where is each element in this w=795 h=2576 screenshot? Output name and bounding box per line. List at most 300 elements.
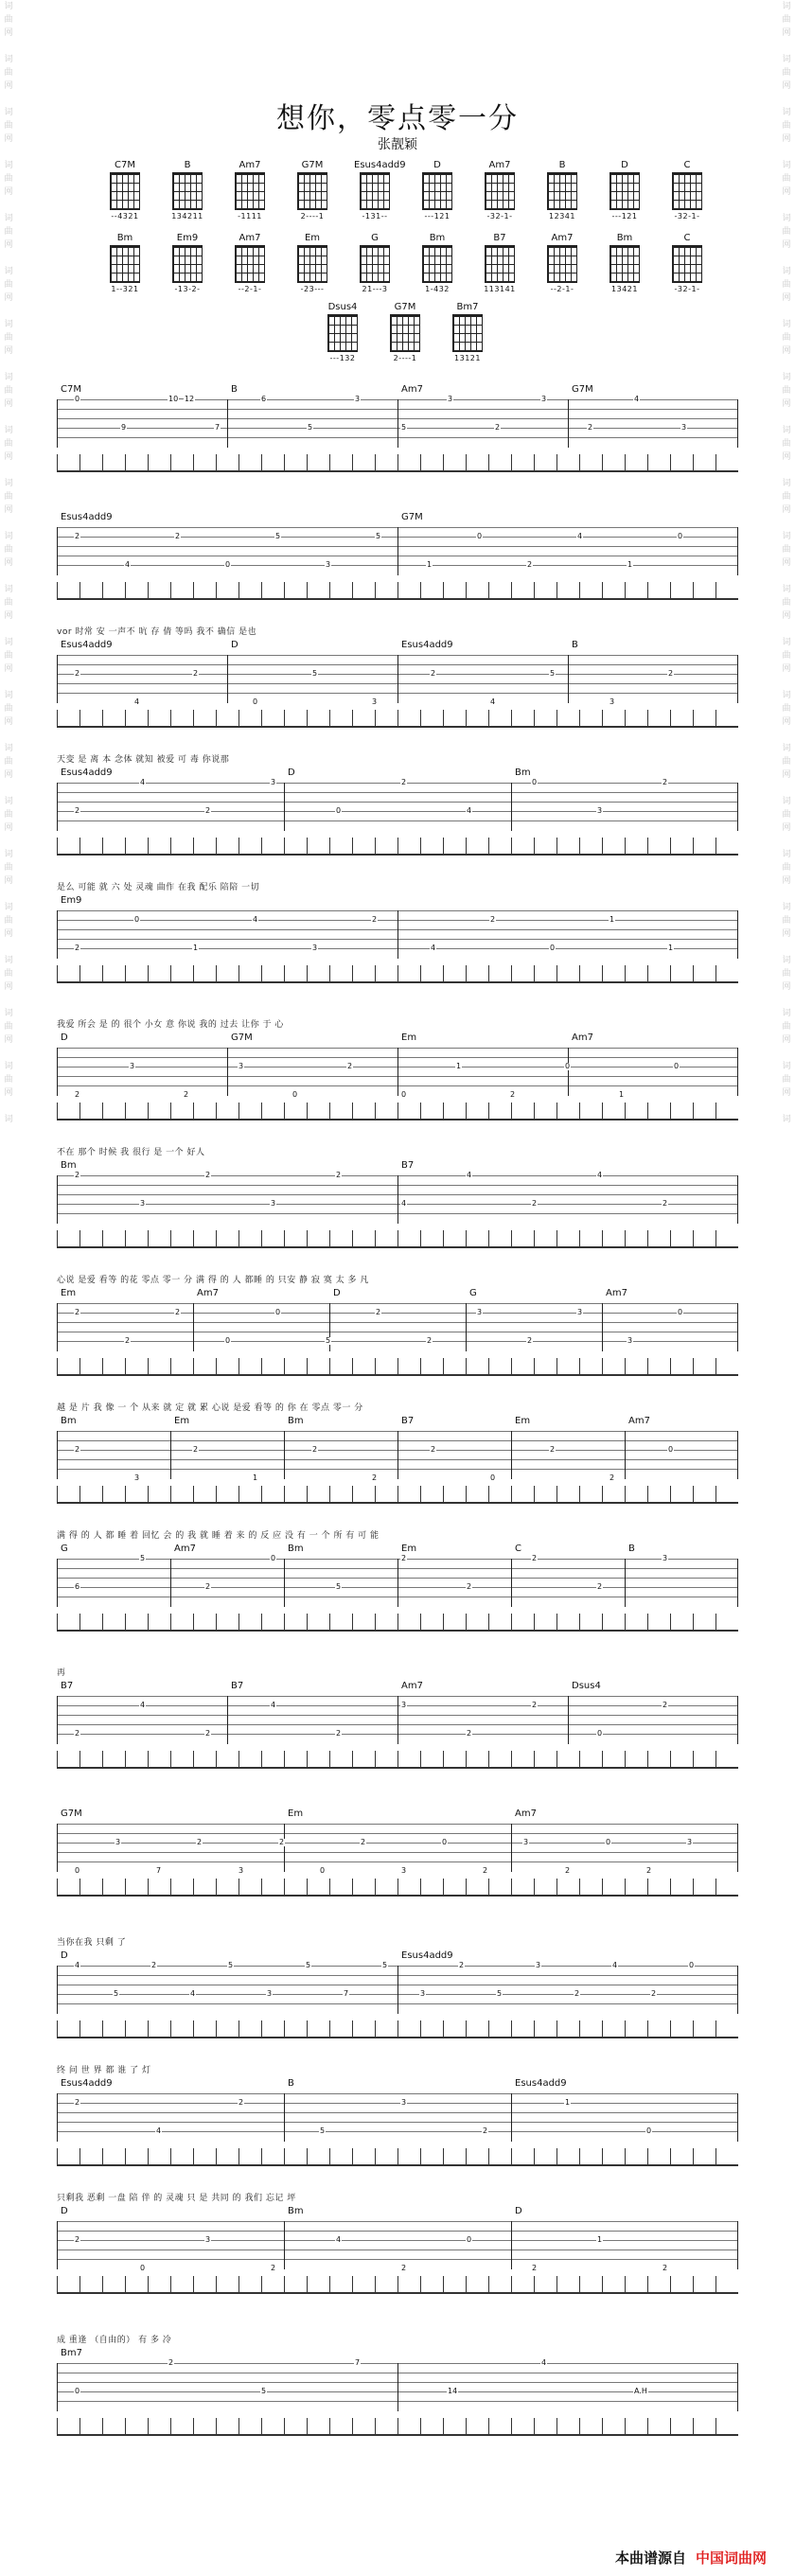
lyric-line: 是么 可能 就 六 处 灵魂 曲作 在我 配乐 陪陪 一切 [57,883,260,892]
chord-name: Bm [116,233,133,243]
fretboard-grid [172,245,203,283]
chord-label: Esus4add9 [61,2078,113,2089]
tab-system [57,880,738,994]
fretboard-grid [297,245,327,283]
fretboard-grid [452,314,483,352]
rhythm-beam [57,981,738,983]
fret-number: 4 [577,532,583,540]
fret-number: 2 [175,532,181,540]
fret-number: 5 [114,1989,119,1998]
bar-line [737,1303,738,1351]
chord-name: Am7 [488,160,511,170]
fret-number: 2 [336,1729,342,1738]
rhythm-stems [57,582,738,599]
fret-number: 2 [347,1062,353,1070]
bar-line [193,1303,194,1351]
fret-number: 3 [238,1062,244,1070]
fretboard-grid [672,172,702,210]
bar-line [568,1696,569,1744]
bar-line [284,1431,285,1479]
fret-number: 2 [75,1445,80,1454]
chord-label: Am7 [174,1544,196,1554]
chord-label: Em [288,1808,304,1819]
chord-label: B7 [231,1681,244,1691]
fret-number: 7 [355,2358,361,2367]
fret-number: 1 [193,944,199,952]
lyric-line: 再 [57,1668,66,1678]
rhythm-beam [57,1374,738,1376]
fret-number: 2 [668,669,674,678]
fret-number: 2 [401,778,407,786]
fretboard-grid [172,172,203,210]
fret-number: 5 [261,2387,267,2395]
fret-number: 2 [197,1838,203,1846]
chord-label: D [61,1950,68,1961]
chord-label: G7M [231,1032,253,1043]
fingering: -32-1- [486,212,513,221]
fret-number: 0 [467,2235,472,2244]
fret-number: 1 [427,560,433,569]
chord-label: B [288,2078,294,2089]
fret-number: 4 [634,395,640,403]
chord-label: Bm [61,1416,77,1426]
chord-diagram-am7 [229,159,271,221]
lyric-line: 终 问 世 界 都 谁 了 灯 [57,2066,151,2075]
fret-number: 2 [372,1473,378,1482]
lyric-line [57,1793,738,1807]
rhythm-stems [57,454,738,471]
chord-diagram-bm [104,232,146,293]
fret-number: 0 [225,560,231,569]
fret-number: 2 [271,2264,276,2272]
fretboard-grid [110,172,140,210]
fret-number: 3 [420,1989,426,1998]
fret-number: 2 [75,1308,80,1316]
fret-number: 2 [75,2235,80,2244]
bar-line [737,1966,738,2014]
bar-line [227,1696,228,1744]
chord-label: Esus4add9 [61,640,113,650]
fingering: -131-- [362,212,388,221]
fret-number: 2 [205,1171,211,1179]
chord-name: C [683,233,691,243]
bar-line [737,783,738,831]
fret-number: 2 [193,1445,199,1454]
bar-line [625,1559,626,1607]
chord-name: B [184,160,191,170]
chord-name: Em [304,233,321,243]
fret-number: 1 [565,2098,571,2107]
fingering: ---121 [424,212,450,221]
fingering: 113141 [484,285,516,293]
rhythm-stems [57,2276,738,2293]
bar-line [57,1824,58,1872]
fingering: 1--321 [111,285,139,293]
fret-number: 4 [156,2126,162,2135]
bar-line [511,783,512,831]
fret-number: 2 [184,1090,189,1099]
chord-label: B [628,1544,635,1554]
fretboard-grid [235,172,265,210]
fret-number: 3 [610,697,615,706]
fret-number: 2 [588,423,593,432]
bar-line [511,1559,512,1607]
fingering: 13421 [611,285,638,293]
rhythm-beam [57,1246,738,1248]
fret-number: 4 [125,560,131,569]
fret-number: 2 [75,944,80,952]
bar-line [568,399,569,448]
lyric-line: 我爱 所会 是 的 很个 小女 意 你说 我的 过去 让你 于 心 [57,1020,284,1030]
rhythm-stems [57,1358,738,1375]
chord-label: Esus4add9 [515,2078,567,2089]
chord-label: Am7 [197,1288,219,1298]
fret-number: 4 [467,806,472,815]
fret-number: 5 [326,1336,331,1345]
fretboard-grid [422,245,452,283]
chord-diagram-b [167,159,208,221]
fret-number: 4 [134,697,140,706]
fretboard-grid [485,172,515,210]
chord-name: Bm7 [456,302,479,312]
chord-diagram-am7 [479,159,521,221]
rhythm-beam [57,1895,738,1897]
fret-number: 2 [125,1336,131,1345]
fret-number: 2 [550,1445,556,1454]
fret-number: 0 [606,1838,611,1846]
fret-number: 0 [75,395,80,403]
rhythm-stems [57,1103,738,1120]
bar-line [57,399,58,448]
fretboard-grid [390,314,420,352]
fret-number: 2 [490,915,496,924]
bar-line [466,1303,467,1351]
fret-number: 2 [336,1171,342,1179]
fingering: -13-2- [174,285,201,293]
bar-line [737,1431,738,1479]
fret-number: 3 [662,1554,668,1562]
chord-label: Bm [288,1416,304,1426]
fret-number: 4 [271,1701,276,1709]
fret-number: 7 [215,423,221,432]
lyric-line: vor 时常 安 一声不 吭 存 倩 等吗 我不 确信 是也 [57,627,257,637]
tab-system [57,1401,738,1514]
fret-number: 10~12 [168,395,195,403]
lyric-line: 只剩我 恶剩 一盘 陪 伴 的 灵魂 只 是 共同 的 我们 忘记 坪 [57,2194,296,2203]
chord-label: Em9 [61,895,82,906]
fingering: 2----1 [393,354,417,362]
chord-name: Bm [616,233,633,243]
fretboard-grid [235,245,265,283]
fret-number: 2 [495,423,501,432]
fingering: ---121 [611,212,638,221]
chord-diagram-c7m [104,159,146,221]
fret-number: 3 [205,2235,211,2244]
bar-line [737,2363,738,2411]
tab-staff [57,1048,738,1099]
artist-name: 张靓颖 [378,137,417,152]
rhythm-beam [57,470,738,472]
chord-label: G7M [401,512,423,522]
bar-line [625,1431,626,1479]
fret-number: 2 [376,1308,381,1316]
tab-system [57,1145,738,1259]
rhythm-stems [57,1751,738,1768]
chord-name: G7M [394,302,416,312]
chord-label: Dsus4 [572,1681,601,1691]
fingering: -32-1- [674,285,700,293]
fret-number: 2 [238,2098,244,2107]
chord-label: C7M [61,384,81,395]
fret-number: 5 [376,532,381,540]
chord-diagram-g [354,232,396,293]
bar-line [511,2093,512,2142]
bar-line [737,2221,738,2269]
chord-name: B7 [493,233,506,243]
fret-number: 3 [271,778,276,786]
lyric-line: 心说 是爱 看等 的花 零点 零一 分 满 得 的 人 都睡 的 只安 静 寂 寞 太 多 凡 [57,1276,369,1285]
fret-number: 3 [267,1989,273,1998]
fret-number: 2 [459,1961,465,1969]
fret-number: 7 [156,1866,162,1875]
fret-number: 5 [275,532,281,540]
fret-number: 3 [238,1866,244,1875]
fret-number: 2 [532,1554,538,1562]
fret-number: 3 [477,1308,483,1316]
rhythm-stems [57,1486,738,1503]
tab-staff [57,2221,738,2272]
chord-diagram-c [666,232,708,293]
rhythm-stems [57,965,738,982]
chord-label: Am7 [572,1032,593,1043]
fret-number: 5 [228,1961,234,1969]
chord-label: Bm7 [61,2348,82,2358]
tab-system [57,2191,738,2304]
fingering: 134211 [171,212,203,221]
fret-number: 4 [140,1701,146,1709]
chord-label: Esus4add9 [401,1950,453,1961]
tab-staff [57,655,738,706]
rhythm-beam [57,2434,738,2436]
lyric-line: 成 重逢 （自由的） 有 多 冷 [57,2336,172,2345]
fret-number: 2 [372,915,378,924]
chord-label: B7 [61,1681,74,1691]
fret-number: 7 [344,1989,349,1998]
fretboard-grid [422,172,452,210]
fret-number: 3 [115,1838,121,1846]
fingering: 2----1 [300,212,325,221]
bar-line [602,1303,603,1351]
bar-line [284,783,285,831]
fret-number: 1 [597,2235,603,2244]
chord-diagram-am7 [541,232,583,293]
fret-number: 2 [75,2098,80,2107]
fret-number: 3 [271,1199,276,1208]
chord-diagram-c [666,159,708,221]
chord-label: Em [515,1416,531,1426]
lyric-line: 越 是 片 我 像 一 个 从来 就 定 就 累 心说 是爱 看等 的 你 在 零点 零一 分 [57,1403,363,1413]
fingering: ---132 [329,354,356,362]
chord-name: Am7 [238,160,261,170]
fret-number: 6 [75,1582,80,1591]
chord-label: D [288,768,295,778]
fret-number: 2 [646,1866,652,1875]
fret-number: 0 [225,1336,231,1345]
fret-number: 2 [510,1090,516,1099]
bar-line [57,1431,58,1479]
tab-staff [57,910,738,958]
chord-diagram-d [416,159,458,221]
fret-number: 5 [308,423,313,432]
chord-name: Em9 [176,233,199,243]
tab-system [57,1528,738,1642]
fret-number: 3 [134,1473,140,1482]
bar-line [284,1559,285,1607]
fret-number: 3 [577,1308,583,1316]
fret-number: 0 [689,1961,695,1969]
fret-number: 3 [536,1961,541,1969]
fret-number: 0 [75,1866,80,1875]
fret-number: 2 [75,1171,80,1179]
fret-number: 1 [668,944,674,952]
fret-number: 5 [497,1989,503,1998]
chord-label: Esus4add9 [401,640,453,650]
tab-system [57,369,738,483]
fret-number: A.H [634,2387,647,2395]
fret-number: 4 [597,1171,603,1179]
fret-number: 4 [541,2358,547,2367]
fingering: -1111 [238,212,262,221]
chord-diagram-bm7 [447,301,488,362]
fret-number: 0 [275,1308,281,1316]
chord-name: G7M [301,160,324,170]
fret-number: 4 [190,1989,196,1998]
bar-line [737,1696,738,1744]
bar-line [284,1824,285,1872]
fret-number: 4 [253,915,258,924]
fingering: 21---3 [362,285,388,293]
footer-prefix: 本曲谱源自 [614,2550,686,2567]
fret-number: 2 [205,806,211,815]
fret-number: 2 [401,2264,407,2272]
fret-number: 5 [320,2126,326,2135]
footer-site: 中国词曲网 [695,2550,767,2567]
fret-number: 5 [140,1554,146,1562]
fret-number: 2 [361,1838,366,1846]
fingering: -23--- [300,285,325,293]
bar-line [57,655,58,703]
fret-number: 3 [687,1838,693,1846]
chord-label: G [469,1288,477,1298]
fret-number: 2 [662,2264,668,2272]
fretboard-grid [547,245,577,283]
bar-line [170,1559,171,1607]
fret-number: 2 [401,1554,407,1562]
chord-diagram-bm [416,232,458,293]
fret-number: 0 [271,1554,276,1562]
fret-number: 2 [483,2126,488,2135]
tab-system [57,2333,738,2446]
fret-number: 3 [401,1701,407,1709]
fret-number: 2 [205,1582,211,1591]
bar-line [57,1048,58,1096]
fret-number: 3 [326,560,331,569]
bar-line [511,1431,512,1479]
rhythm-stems [57,710,738,727]
fret-number: 0 [646,2126,652,2135]
chord-label: Bm [515,768,531,778]
fret-number: 2 [427,1336,433,1345]
fret-number: 0 [442,1838,448,1846]
fret-number: 0 [565,1062,571,1070]
chord-diagram-esus4add9 [354,159,406,221]
rhythm-stems [57,2020,738,2038]
fretboard-grid [297,172,327,210]
bar-line [284,2221,285,2269]
lyric-line: 不在 那个 时候 我 很行 是 一个 好人 [57,1148,205,1157]
fret-number: 2 [75,1090,80,1099]
bar-line [568,1048,569,1096]
tab-system [57,1273,738,1386]
tab-staff [57,1554,738,1606]
fret-number: 3 [372,697,378,706]
tab-staff [57,2358,738,2410]
fret-number: 3 [541,395,547,403]
tab-system [57,1666,738,1779]
fret-number: 1 [456,1062,462,1070]
chord-name: Am7 [551,233,574,243]
chord-diagram-g7m [384,301,426,362]
fret-number: 2 [175,1308,181,1316]
tab-staff [57,527,738,574]
fretboard-grid [327,314,358,352]
chord-name: Am7 [238,233,261,243]
chord-label: Esus4add9 [61,768,113,778]
chord-label: Bm [288,2206,304,2216]
fret-number: 3 [401,1866,407,1875]
side-watermark-right: 词 曲 网 词 曲 网 词 曲 网 词 曲 网 词 曲 网 词 曲 网 词 曲 网 词 曲 网 词 曲 网 词 曲 网 词 曲 网 词 曲 网 词 曲 网 词 曲 网 词 曲 网 词 曲 网 词 曲 网 词 曲 网 词 曲 网 词 曲 网 词 曲 网 词 [782,2,791,1124]
fret-number: 2 [574,1989,580,1998]
fret-number: 2 [662,1701,668,1709]
chord-label: D [61,2206,68,2216]
fret-number: 1 [627,560,633,569]
chord-diagram-g7m [292,159,333,221]
fretboard-grid [485,245,515,283]
fretboard-grid [547,172,577,210]
chord-name: B [558,160,566,170]
chord-label: Em [174,1416,190,1426]
fret-number: 0 [477,532,483,540]
chord-label: Bm [288,1544,304,1554]
fret-number: 5 [382,1961,388,1969]
chord-diagram-dsus4 [322,301,363,362]
fret-number: 2 [75,669,80,678]
lyric-line [57,497,738,510]
fret-number: 4 [490,697,496,706]
fret-number: 1 [619,1090,625,1099]
chord-label: B [231,384,238,395]
fret-number: 2 [527,560,533,569]
fret-number: 4 [431,944,436,952]
fretboard-grid [110,245,140,283]
bar-line [227,655,228,703]
fretboard-grid [672,245,702,283]
tab-staff [57,2093,738,2141]
fret-number: 0 [532,778,538,786]
fret-number: 2 [532,1701,538,1709]
fret-number: 5 [401,423,407,432]
rhythm-stems [57,1614,738,1631]
